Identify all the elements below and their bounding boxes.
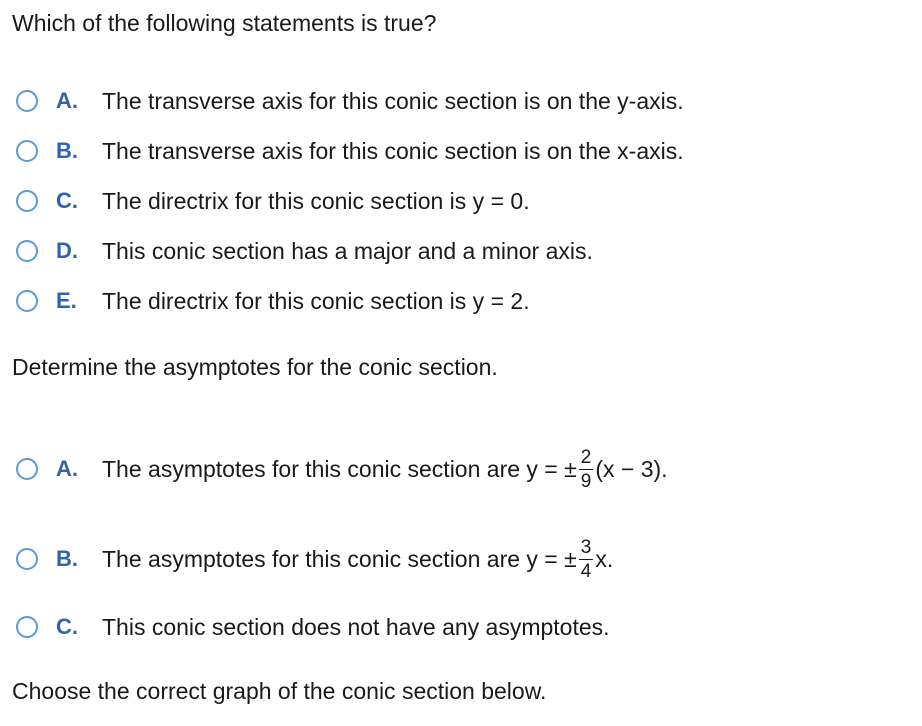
question1-prompt: Which of the following statements is true? [12, 10, 437, 36]
option-math-text [102, 538, 613, 581]
q1-option-d[interactable] [16, 236, 593, 266]
option-letter: A. [56, 456, 78, 481]
option-letter: C. [56, 188, 78, 213]
radio-button-icon[interactable] [16, 616, 38, 638]
radio-button-icon[interactable] [16, 190, 38, 212]
radio-button-icon[interactable] [16, 548, 38, 570]
q1-option-a[interactable] [16, 86, 684, 116]
q2-option-a[interactable] [16, 446, 668, 492]
option-text: The directrix for this conic section is y = 0. [102, 187, 530, 214]
option-text: The directrix for this conic section is y = 2. [102, 287, 530, 314]
fraction-denominator: 4 [580, 560, 592, 582]
option-letter: B. [56, 138, 78, 163]
option-letter: E. [56, 288, 77, 313]
q1-option-e[interactable] [16, 286, 530, 316]
q1-option-c[interactable] [16, 186, 530, 216]
question3-prompt: Choose the correct graph of the conic section below. [12, 678, 547, 704]
radio-button-icon[interactable] [16, 90, 38, 112]
option-text-suffix: (x − 3). [595, 455, 668, 482]
option-text: This conic section has a major and a minor axis. [102, 237, 593, 264]
option-letter: C. [56, 614, 78, 639]
option-letter: D. [56, 238, 78, 263]
fraction-numerator: 3 [580, 536, 592, 558]
option-text: The asymptotes for this conic section are y = ± [102, 455, 577, 482]
radio-button-icon[interactable] [16, 140, 38, 162]
option-text: The transverse axis for this conic section is on the x-axis. [102, 137, 684, 164]
fraction-denominator: 9 [580, 470, 592, 492]
option-letter: B. [56, 546, 78, 571]
option-math-text [102, 448, 668, 491]
radio-button-icon[interactable] [16, 290, 38, 312]
option-text: The asymptotes for this conic section are y = ± [102, 545, 577, 572]
option-letter: A. [56, 88, 78, 113]
fraction-numerator: 2 [580, 446, 592, 468]
fraction [579, 448, 594, 491]
radio-button-icon[interactable] [16, 458, 38, 480]
question2-prompt: Determine the asymptotes for the conic section. [12, 354, 498, 380]
option-text: This conic section does not have any asymptotes. [102, 613, 610, 640]
fraction [579, 538, 594, 581]
option-text-suffix: x. [595, 545, 614, 572]
q2-option-c[interactable] [16, 612, 610, 642]
q1-option-b[interactable] [16, 136, 684, 166]
option-text: The transverse axis for this conic section is on the y-axis. [102, 87, 684, 114]
radio-button-icon[interactable] [16, 240, 38, 262]
q2-option-b[interactable] [16, 536, 614, 582]
